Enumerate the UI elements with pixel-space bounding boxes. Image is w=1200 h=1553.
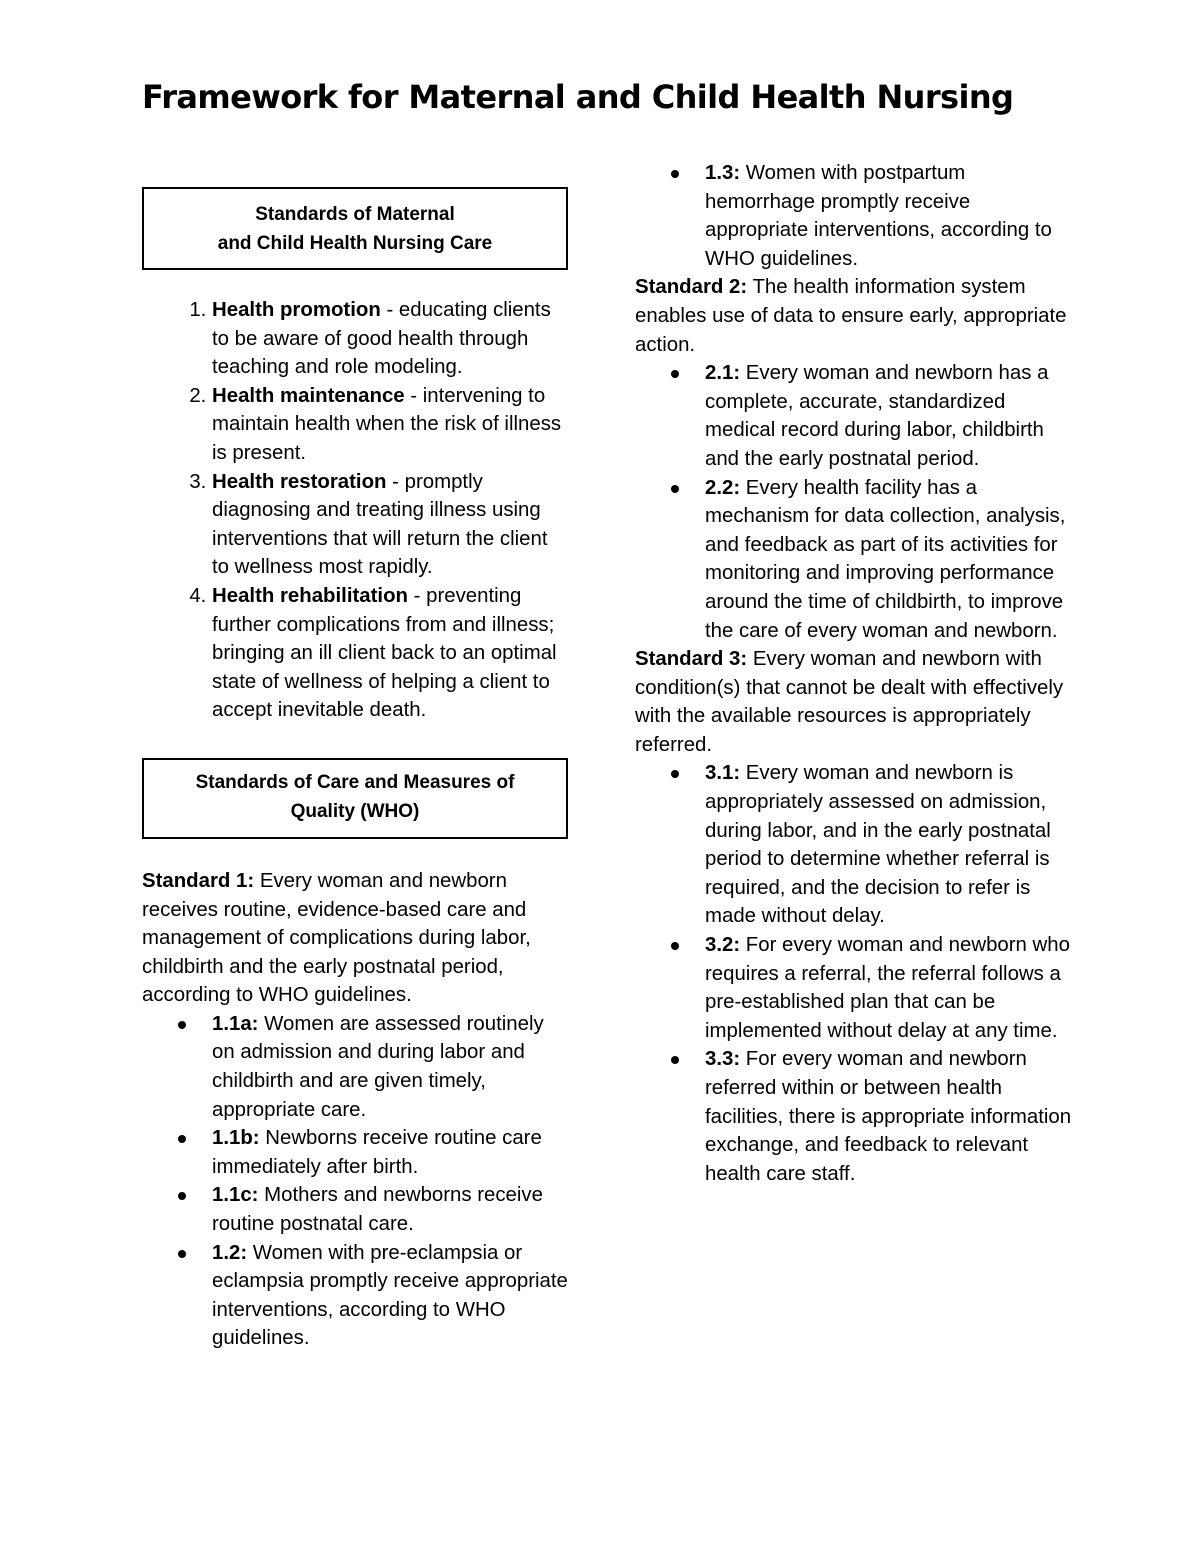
bullet-icon <box>671 370 679 378</box>
standard-label: Standard 2: <box>635 276 748 299</box>
measure-label: 2.1: <box>705 362 741 385</box>
bullet-icon <box>178 1250 186 1258</box>
bullet-icon <box>671 485 679 493</box>
standard-2 <box>635 273 1075 359</box>
measure-label: 3.3: <box>705 1048 741 1071</box>
measure-text: Women with pre-eclampsia or eclampsia promptly receive appropriate interventions, according to WHO guidelines. <box>212 1241 568 1350</box>
measure-label: 1.3: <box>705 162 741 184</box>
list-item <box>705 759 1075 931</box>
measure-label: 1.2: <box>212 1241 248 1264</box>
care-standards-heading-line1: Standards of Maternal <box>255 204 455 225</box>
measure-text: For every woman and newborn who requires a referral, the referral follows a pre-established plan that can be implemented without delay at any time. <box>705 934 1070 1042</box>
bullet-icon <box>671 942 679 950</box>
list-item-term: Health rehabilitation <box>212 584 409 607</box>
page-title: Framework for Maternal and Child Health Nursing <box>142 78 1014 116</box>
measure-text: Every health facility has a mechanism for data collection, analysis, and feedback as part of its activities for monitoring and improving performance around the time of childbirth, to improve the care of every woman and newborn. <box>705 476 1066 642</box>
care-standards-heading-line2: and Child Health Nursing Care <box>217 232 493 254</box>
list-item <box>212 468 570 582</box>
standard-1-measures-continued <box>635 159 1075 273</box>
measure-text: For every woman and newborn referred within or between health facilities, there is appropriate information exchange, and feedback to relevant health care staff. <box>705 1048 1072 1185</box>
standard-1-measures <box>142 1010 570 1353</box>
list-item-desc: - preventing further complications from and illness; bringing an ill client back to an optimal state of wellness of helping a client to accept inevitable death. <box>212 584 557 722</box>
care-standards-heading-box <box>142 187 568 270</box>
left-column <box>142 187 570 1353</box>
bullet-icon <box>671 770 679 778</box>
standard-label: Standard 1: <box>142 869 255 892</box>
measure-label: 3.1: <box>705 762 741 785</box>
list-item <box>212 296 570 382</box>
list-item-term: Health restoration <box>212 470 387 493</box>
measure-text: Women with postpartum hemorrhage promptly receive appropriate interventions, according to WHO guidelines. <box>705 162 1052 270</box>
list-item <box>212 1010 570 1124</box>
list-item-desc: - promptly diagnosing and treating illness using interventions that will return the client to wellness most rapidly. <box>212 470 548 579</box>
standard-3-measures <box>635 759 1075 1188</box>
standard-text: The health information system enables use of data to ensure early, appropriate action. <box>635 276 1067 356</box>
standard-3 <box>635 645 1075 759</box>
bullet-icon <box>671 170 679 178</box>
list-item-desc: - educating clients to be aware of good health through teaching and role modeling. <box>212 299 551 379</box>
list-item-term: Health promotion <box>212 299 381 321</box>
list-item <box>212 1124 570 1181</box>
right-column <box>635 159 1075 1188</box>
standard-text: Every woman and newborn receives routine, evidence-based care and management of complications during labor, childbirth and the early postnatal period, according to WHO guidelines. <box>142 869 531 1007</box>
measure-label: 1.1b: <box>212 1127 260 1150</box>
list-item <box>212 382 570 468</box>
list-item <box>212 1181 570 1238</box>
list-item <box>705 159 1075 273</box>
bullet-icon <box>178 1135 186 1143</box>
list-item <box>705 359 1075 473</box>
measure-text: Mothers and newborns receive routine postnatal care. <box>212 1184 543 1236</box>
care-levels-list <box>142 296 570 725</box>
bullet-icon <box>671 1056 679 1064</box>
bullet-icon <box>178 1192 186 1200</box>
who-standards-heading-box <box>142 758 568 839</box>
measure-text: Every woman and newborn has a complete, accurate, standardized medical record during labor, childbirth and the early postnatal period. <box>705 362 1049 470</box>
measure-label: 1.1c: <box>212 1184 259 1207</box>
standard-2-measures <box>635 359 1075 645</box>
measure-text: Women are assessed routinely on admission and during labor and childbirth and are given timely, appropriate care. <box>212 1012 544 1121</box>
measure-label: 3.2: <box>705 934 741 957</box>
measure-text: Every woman and newborn is appropriately assessed on admission, during labor, and in the early postnatal period to determine whether referral is required, and the decision to refer is made without delay. <box>705 762 1051 928</box>
list-item-term: Health maintenance <box>212 384 405 407</box>
list-item <box>212 1239 570 1353</box>
list-item <box>705 1045 1075 1188</box>
list-item <box>705 474 1075 646</box>
list-item <box>212 582 570 725</box>
bullet-icon <box>178 1021 186 1029</box>
measure-label: 1.1a: <box>212 1012 259 1035</box>
list-item-desc: - intervening to maintain health when the risk of illness is present. <box>212 384 562 464</box>
measure-label: 2.2: <box>705 476 741 499</box>
standard-label: Standard 3: <box>635 648 748 671</box>
standard-text: Every woman and newborn with condition(s) that cannot be dealt with effectively with the available resources is appropriately referred. <box>635 648 1064 756</box>
list-item <box>705 931 1075 1045</box>
who-standards-heading-line1: Standards of Care and Measures of <box>195 771 515 793</box>
standard-1 <box>142 867 570 1010</box>
measure-text: Newborns receive routine care immediately after birth. <box>212 1127 542 1178</box>
who-standards-heading-line2: Quality (WHO) <box>290 800 420 822</box>
